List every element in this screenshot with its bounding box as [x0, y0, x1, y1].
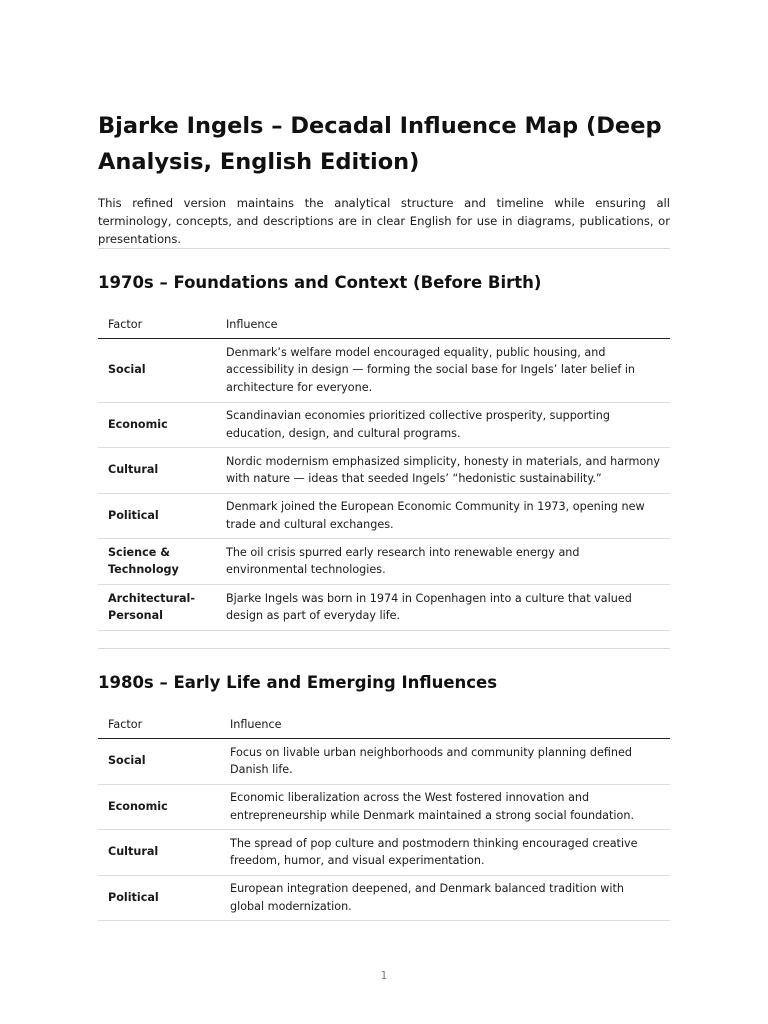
table-row	[98, 339, 670, 403]
influence-cell: The spread of pop culture and postmodern thinking encouraged creative freedom, humor, and visual experimentation.	[220, 830, 670, 876]
section-divider	[98, 648, 670, 649]
factor-cell: Economic	[98, 785, 220, 830]
table-row	[98, 585, 670, 631]
document-title: Bjarke Ingels – Decadal Influence Map (Deep Analysis, English Edition)	[98, 113, 662, 175]
factor-cell: Social	[98, 339, 216, 403]
table-row	[98, 785, 670, 830]
factor-cell: Social	[98, 739, 220, 785]
influence-cell: Denmark joined the European Economic Community in 1973, opening new trade and cultural exchanges.	[216, 494, 670, 539]
page-number: 1	[380, 970, 388, 982]
column-header-influence: Influence	[220, 710, 670, 739]
factor-cell: Cultural	[98, 830, 220, 876]
table-row	[98, 539, 670, 585]
table-row	[98, 448, 670, 494]
intro-paragraph: This refined version maintains the analytical structure and timeline while ensuring all terminology, concepts, and descriptions are in clear English for use in diagrams, publications, or presentations.	[98, 196, 670, 246]
column-header-influence: Influence	[216, 310, 670, 339]
influence-cell: Economic liberalization across the West fostered innovation and entrepreneurship while Denmark maintained a strong social foundation.	[220, 785, 670, 830]
factor-cell: Cultural	[98, 448, 216, 494]
column-header-factor: Factor	[98, 310, 216, 339]
influence-cell: Scandinavian economies prioritized collective prosperity, supporting education, design, and cultural programs.	[216, 403, 670, 448]
factor-cell: Political	[98, 876, 220, 921]
table-row	[98, 403, 670, 448]
influence-cell: Bjarke Ingels was born in 1974 in Copenhagen into a culture that valued design as part of everyday life.	[216, 585, 670, 631]
factor-cell: Science & Technology	[98, 539, 216, 585]
influence-cell: European integration deepened, and Denmark balanced tradition with global modernization.	[220, 876, 670, 921]
influence-cell: The oil crisis spurred early research into renewable energy and environmental technologies.	[216, 539, 670, 585]
table-header-row	[98, 710, 670, 739]
factor-cell: Architectural-Personal	[98, 585, 216, 631]
influence-cell: Focus on livable urban neighborhoods and community planning defined Danish life.	[220, 739, 670, 785]
table-row	[98, 739, 670, 785]
table-row	[98, 876, 670, 921]
table-header-row	[98, 310, 670, 339]
section-heading-1980s: 1980s – Early Life and Emerging Influences	[98, 673, 498, 692]
factor-cell: Economic	[98, 403, 216, 448]
influence-cell: Nordic modernism emphasized simplicity, honesty in materials, and harmony with nature — ideas that seeded Ingels’ “hedonistic sustainability.”	[216, 448, 670, 494]
column-header-factor: Factor	[98, 710, 220, 739]
section-divider	[98, 248, 670, 249]
influence-table-1980s	[98, 710, 670, 921]
table-row	[98, 830, 670, 876]
factor-cell: Political	[98, 494, 216, 539]
section-heading-1970s: 1970s – Foundations and Context (Before Birth)	[98, 273, 542, 292]
influence-table-1970s	[98, 310, 670, 631]
influence-cell: Denmark’s welfare model encouraged equality, public housing, and accessibility in design — forming the social base for Ingels’ later belief in architecture for everyone.	[216, 339, 670, 403]
table-row	[98, 494, 670, 539]
